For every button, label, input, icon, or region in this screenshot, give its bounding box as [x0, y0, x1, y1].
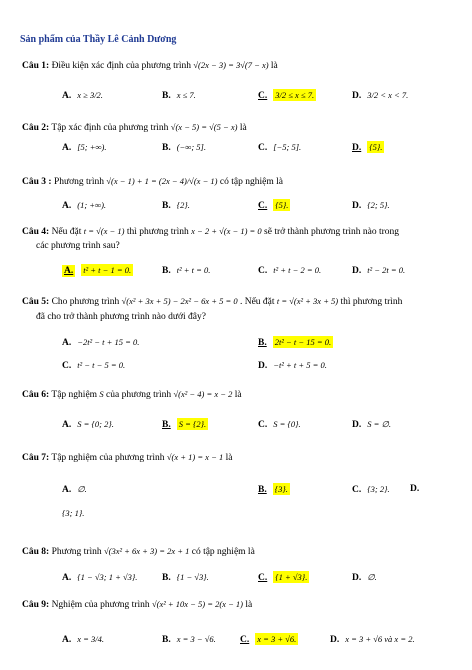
- question-math: √(2x − 3) = 3√(7 − x): [193, 60, 269, 70]
- question-2: [22, 122, 247, 133]
- option-value: x = 3 + √6 và x = 2.: [345, 634, 415, 644]
- question-tail: là: [239, 123, 247, 133]
- question-text: Cho phương trình: [51, 297, 120, 307]
- option-letter: C.: [258, 143, 268, 153]
- question-mid: thì phương trình: [126, 227, 189, 237]
- option-value: x = 3/4.: [77, 634, 104, 644]
- option-value: S = {0; 2}.: [77, 419, 114, 429]
- option-letter: B.: [162, 573, 171, 583]
- question-label: Câu 2:: [22, 123, 50, 133]
- option-9a[interactable]: [62, 634, 104, 645]
- page-header: Sản phẩm của Thầy Lê Cảnh Dương: [20, 34, 177, 45]
- option-letter: B.: [162, 635, 171, 645]
- option-7d-value[interactable]: [62, 508, 84, 519]
- option-9b[interactable]: [162, 634, 216, 645]
- option-letter: B.: [258, 338, 267, 348]
- option-8d[interactable]: [352, 572, 377, 583]
- option-value: ∅.: [367, 572, 377, 582]
- option-value: x ≥ 3/2.: [77, 90, 103, 100]
- question-5-continuation: đã cho trở thành phương trình nào dưới đây?: [36, 312, 206, 322]
- option-value: (1; +∞).: [77, 200, 107, 210]
- question-math: √(x² + 3x + 5) − 2x² − 6x + 5 = 0: [121, 296, 238, 306]
- option-letter: C.: [352, 485, 362, 495]
- question-text: Điều kiện xác định của phương trình: [51, 61, 192, 71]
- option-letter: D.: [258, 361, 268, 371]
- option-value: x = 3 − √6.: [176, 634, 216, 644]
- option-3d[interactable]: [352, 200, 390, 211]
- option-value: [5; +∞).: [77, 142, 107, 152]
- question-math: S: [99, 389, 104, 399]
- option-5c[interactable]: [62, 360, 125, 371]
- question-tail: sẽ trở thành phương trình nào trong: [264, 227, 400, 237]
- option-letter: D.: [410, 484, 420, 494]
- option-4a[interactable]: [62, 265, 133, 276]
- option-letter: C.: [258, 91, 268, 101]
- option-letter: A.: [62, 201, 72, 211]
- option-letter: A.: [62, 635, 72, 645]
- option-value: (−∞; 5].: [176, 142, 206, 152]
- option-value-correct: 3/2 ≤ x ≤ 7.: [275, 90, 315, 100]
- question-label: Câu 9:: [22, 600, 50, 610]
- question-math: √(x + 1) = x − 1: [166, 452, 224, 462]
- option-value-correct: x = 3 + √6.: [257, 634, 297, 644]
- question-5: [22, 296, 402, 307]
- question-mid: của phương trình: [106, 390, 172, 400]
- option-letter: D.: [352, 573, 362, 583]
- option-6c[interactable]: [258, 419, 301, 430]
- option-value: −2t² − t + 15 = 0.: [77, 337, 140, 347]
- option-5d[interactable]: [258, 360, 327, 371]
- question-8: [22, 546, 255, 557]
- question-math-2: t = √(x² + 3x + 5): [276, 296, 339, 306]
- question-6: [22, 389, 242, 400]
- option-6d[interactable]: [352, 419, 391, 430]
- question-1: [22, 60, 278, 71]
- option-3b[interactable]: [162, 200, 190, 211]
- question-label: Câu 5:: [22, 297, 50, 307]
- option-letter: A.: [62, 573, 72, 583]
- option-letter: C.: [240, 635, 250, 645]
- option-letter: A.: [62, 420, 72, 430]
- option-8a[interactable]: [62, 572, 137, 583]
- option-value: t² − t − 5 = 0.: [77, 360, 126, 370]
- question-tail: có tập nghiệm là: [191, 547, 255, 557]
- option-letter: D.: [330, 635, 340, 645]
- option-letter: A.: [62, 143, 72, 153]
- option-1b[interactable]: [162, 90, 196, 101]
- option-value: {3; 1}.: [62, 508, 85, 518]
- option-value: {3; 2}.: [367, 484, 390, 494]
- question-4-continuation: các phương trình sau?: [36, 241, 120, 251]
- option-2c[interactable]: [258, 142, 301, 153]
- option-4c[interactable]: [258, 265, 321, 276]
- question-math: √(x² + 10x − 5) = 2(x − 1): [151, 599, 244, 609]
- question-tail: thì phương trình: [340, 297, 403, 307]
- option-7b[interactable]: [258, 484, 290, 495]
- question-label: Câu 7:: [22, 453, 50, 463]
- option-value: {1 − √3; 1 + √3}.: [77, 572, 138, 582]
- option-letter: D.: [352, 420, 362, 430]
- question-mid: . Nếu đặt: [239, 297, 275, 307]
- option-letter: B.: [258, 485, 267, 495]
- option-value: x ≤ 7.: [176, 90, 196, 100]
- option-letter: D.: [352, 143, 362, 153]
- question-label: Câu 8:: [22, 547, 50, 557]
- question-math-2: √(x² − 4) = x − 2: [173, 389, 233, 399]
- option-value: t² − 2t = 0.: [367, 265, 406, 275]
- option-letter: B.: [162, 420, 171, 430]
- question-math: √(x − 5) = √(5 − x): [170, 122, 238, 132]
- option-letter: C.: [258, 420, 268, 430]
- option-value-correct: {5}.: [369, 142, 383, 152]
- option-7c[interactable]: [352, 484, 390, 495]
- option-5b[interactable]: [258, 337, 333, 348]
- option-7d-letter[interactable]: [410, 484, 425, 494]
- option-2b[interactable]: [162, 142, 206, 153]
- question-3: [22, 176, 283, 187]
- question-text: Phương trình: [51, 547, 102, 557]
- question-label: Câu 4:: [22, 227, 50, 237]
- option-9d[interactable]: [330, 634, 415, 645]
- option-value-correct: {1 + √3}.: [275, 572, 308, 582]
- option-8b[interactable]: [162, 572, 209, 583]
- question-label: Câu 3 :: [22, 177, 52, 187]
- question-math: t = √(x − 1): [83, 226, 125, 236]
- option-4d[interactable]: [352, 265, 405, 276]
- option-6a[interactable]: [62, 419, 114, 430]
- option-letter: C.: [258, 266, 268, 276]
- option-1d[interactable]: [352, 90, 408, 101]
- option-letter: D.: [352, 201, 362, 211]
- option-value: {2}.: [176, 200, 190, 210]
- option-value: S = {0}.: [273, 419, 301, 429]
- option-letter: A.: [62, 338, 72, 348]
- option-letter: B.: [162, 91, 171, 101]
- option-2d[interactable]: [352, 142, 384, 153]
- option-value-correct: S = {2}.: [178, 419, 207, 429]
- option-letter: A.: [62, 485, 72, 495]
- question-tail: là: [270, 61, 278, 71]
- question-label: Câu 1:: [22, 61, 50, 71]
- question-label: Câu 6:: [22, 390, 50, 400]
- option-3a[interactable]: [62, 200, 106, 211]
- option-letter: B.: [162, 201, 171, 211]
- question-math-2: x − 2 + √(x − 1) = 0: [191, 226, 262, 236]
- question-tail: là: [234, 390, 242, 400]
- option-value: S = ∅.: [367, 419, 392, 429]
- option-letter: D.: [352, 91, 362, 101]
- option-value: −t² + t + 5 = 0.: [273, 360, 327, 370]
- option-value: t² + t − 2 = 0.: [273, 265, 322, 275]
- option-value: {1 − √3}.: [176, 572, 209, 582]
- option-9c[interactable]: [240, 634, 298, 645]
- option-value-correct: {5}.: [275, 200, 289, 210]
- option-7a[interactable]: [62, 484, 87, 495]
- option-4b[interactable]: [162, 265, 210, 276]
- question-9: [22, 599, 252, 610]
- question-text: Tập nghiệm của phương trình: [51, 453, 165, 463]
- question-text: Nghiệm của phương trình: [51, 600, 150, 610]
- option-value: {2; 5}.: [367, 200, 390, 210]
- option-2a[interactable]: [62, 142, 107, 153]
- option-value: ∅.: [77, 484, 87, 494]
- question-math: √(3x² + 6x + 3) = 2x + 1: [103, 546, 190, 556]
- option-letter: B.: [162, 143, 171, 153]
- option-value-correct: {3}.: [274, 484, 288, 494]
- question-math: √(x − 1) + 1 = (2x − 4)/√(x − 1): [106, 176, 218, 186]
- question-tail: là: [245, 600, 253, 610]
- question-7: [22, 452, 232, 463]
- question-tail: là: [225, 453, 233, 463]
- option-5a[interactable]: [62, 337, 139, 348]
- question-text: Tập nghiệm: [51, 390, 98, 400]
- option-letter: A.: [64, 266, 74, 276]
- option-letter: C.: [62, 361, 72, 371]
- option-3c[interactable]: [258, 200, 290, 211]
- option-letter: D.: [352, 266, 362, 276]
- question-text: Nếu đặt: [51, 227, 82, 237]
- option-value-correct: 2t² − t − 15 = 0.: [274, 337, 332, 347]
- option-value: 3/2 < x < 7.: [367, 90, 409, 100]
- option-6b[interactable]: [162, 419, 208, 430]
- option-letter: A.: [62, 91, 72, 101]
- question-tail: có tập nghiệm là: [219, 177, 283, 187]
- option-letter: C.: [258, 201, 268, 211]
- option-8c[interactable]: [258, 572, 309, 583]
- option-value-correct: t² + t − 1 = 0.: [83, 265, 132, 275]
- option-1a[interactable]: [62, 90, 103, 101]
- option-value: t² + t = 0.: [176, 265, 211, 275]
- question-text: Tập xác định của phương trình: [51, 123, 169, 133]
- question-4: [22, 226, 399, 237]
- option-letter: C.: [258, 573, 268, 583]
- question-text: Phương trình: [53, 177, 104, 187]
- option-letter: B.: [162, 266, 171, 276]
- option-value: [−5; 5].: [273, 142, 302, 152]
- option-1c[interactable]: [258, 90, 316, 101]
